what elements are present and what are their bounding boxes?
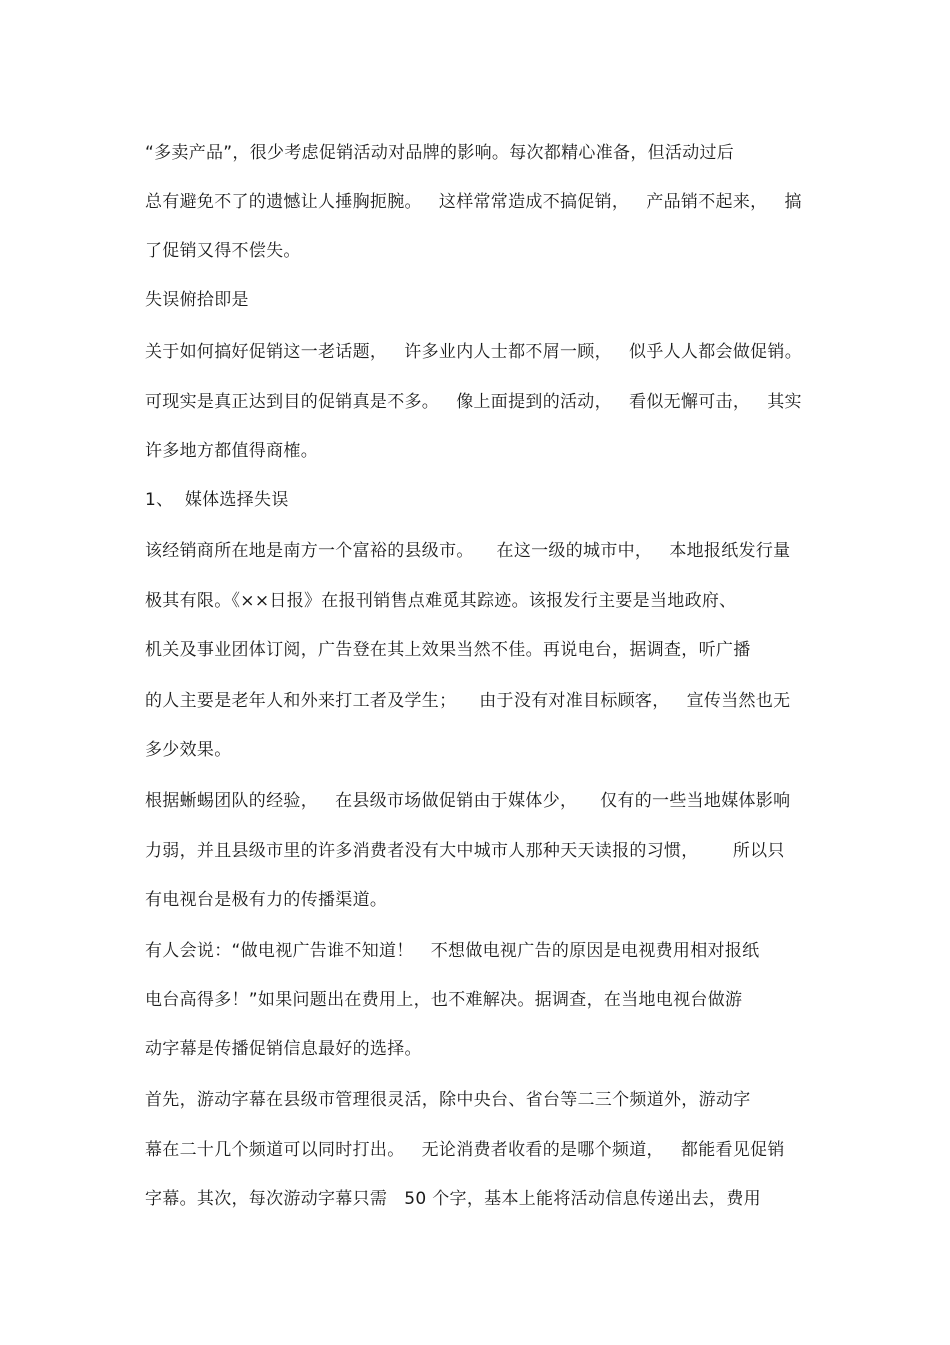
text-line: 关于如何搞好促销这一老话题， 许多业内人士都不屑一顾， 似乎人人都会做促销。 xyxy=(145,342,803,362)
text-line: 该经销商所在地是南方一个富裕的县级市。 在这一级的城市中， 本地报纸发行量 xyxy=(145,541,791,561)
section-subtitle: 失误俯拾即是 xyxy=(145,290,249,310)
text-line: 字幕。其次，每次游动字幕只需 50 个字，基本上能将活动信息传递出去，费用 xyxy=(145,1189,761,1209)
text-line: 电台高得多！”如果问题出在费用上，也不难解决。据调查，在当地电视台做游 xyxy=(145,990,743,1010)
section-heading: 1、 媒体选择失误 xyxy=(145,490,289,510)
text-line: 了促销又得不偿失。 xyxy=(145,241,301,261)
text-line: 总有避免不了的遗憾让人捶胸扼腕。 这样常常造成不搞促销， 产品销不起来， 搞 xyxy=(145,192,802,212)
text-line: 可现实是真正达到目的促销真是不多。 像上面提到的活动， 看似无懈可击， 其实 xyxy=(145,392,802,412)
text-line: 机关及事业团体订阅，广告登在其上效果当然不佳。再说电台，据调查，听广播 xyxy=(145,640,751,660)
text-line: 力弱，并且县级市里的许多消费者没有大中城市人那种天天读报的习惯， 所以只 xyxy=(145,841,785,861)
text-line: 许多地方都值得商榷。 xyxy=(145,441,318,461)
text-line: 幕在二十几个频道可以同时打出。 无论消费者收看的是哪个频道， 都能看见促销 xyxy=(145,1140,785,1160)
text-line: 的人主要是老年人和外来打工者及学生； 由于没有对准目标顾客， 宣传当然也无 xyxy=(145,691,791,711)
text-line: 有电视台是极有力的传播渠道。 xyxy=(145,890,388,910)
text-line: 首先，游动字幕在县级市管理很灵活，除中央台、省台等二三个频道外，游动字 xyxy=(145,1090,751,1110)
text-line: 根据蜥蜴团队的经验， 在县级市场做促销由于媒体少， 仅有的一些当地媒体影响 xyxy=(145,791,791,811)
text-line: 动字幕是传播促销信息最好的选择。 xyxy=(145,1039,422,1059)
text-line: 有人会说：“做电视广告谁不知道！ 不想做电视广告的原因是电视费用相对报纸 xyxy=(145,941,760,961)
text-line: 多少效果。 xyxy=(145,740,232,760)
text-line: “多卖产品”，很少考虑促销活动对品牌的影响。每次都精心准备，但活动过后 xyxy=(145,143,735,163)
text-line: 极其有限。《××日报》在报刊销售点难觅其踪迹。该报发行主要是当地政府、 xyxy=(145,591,737,611)
